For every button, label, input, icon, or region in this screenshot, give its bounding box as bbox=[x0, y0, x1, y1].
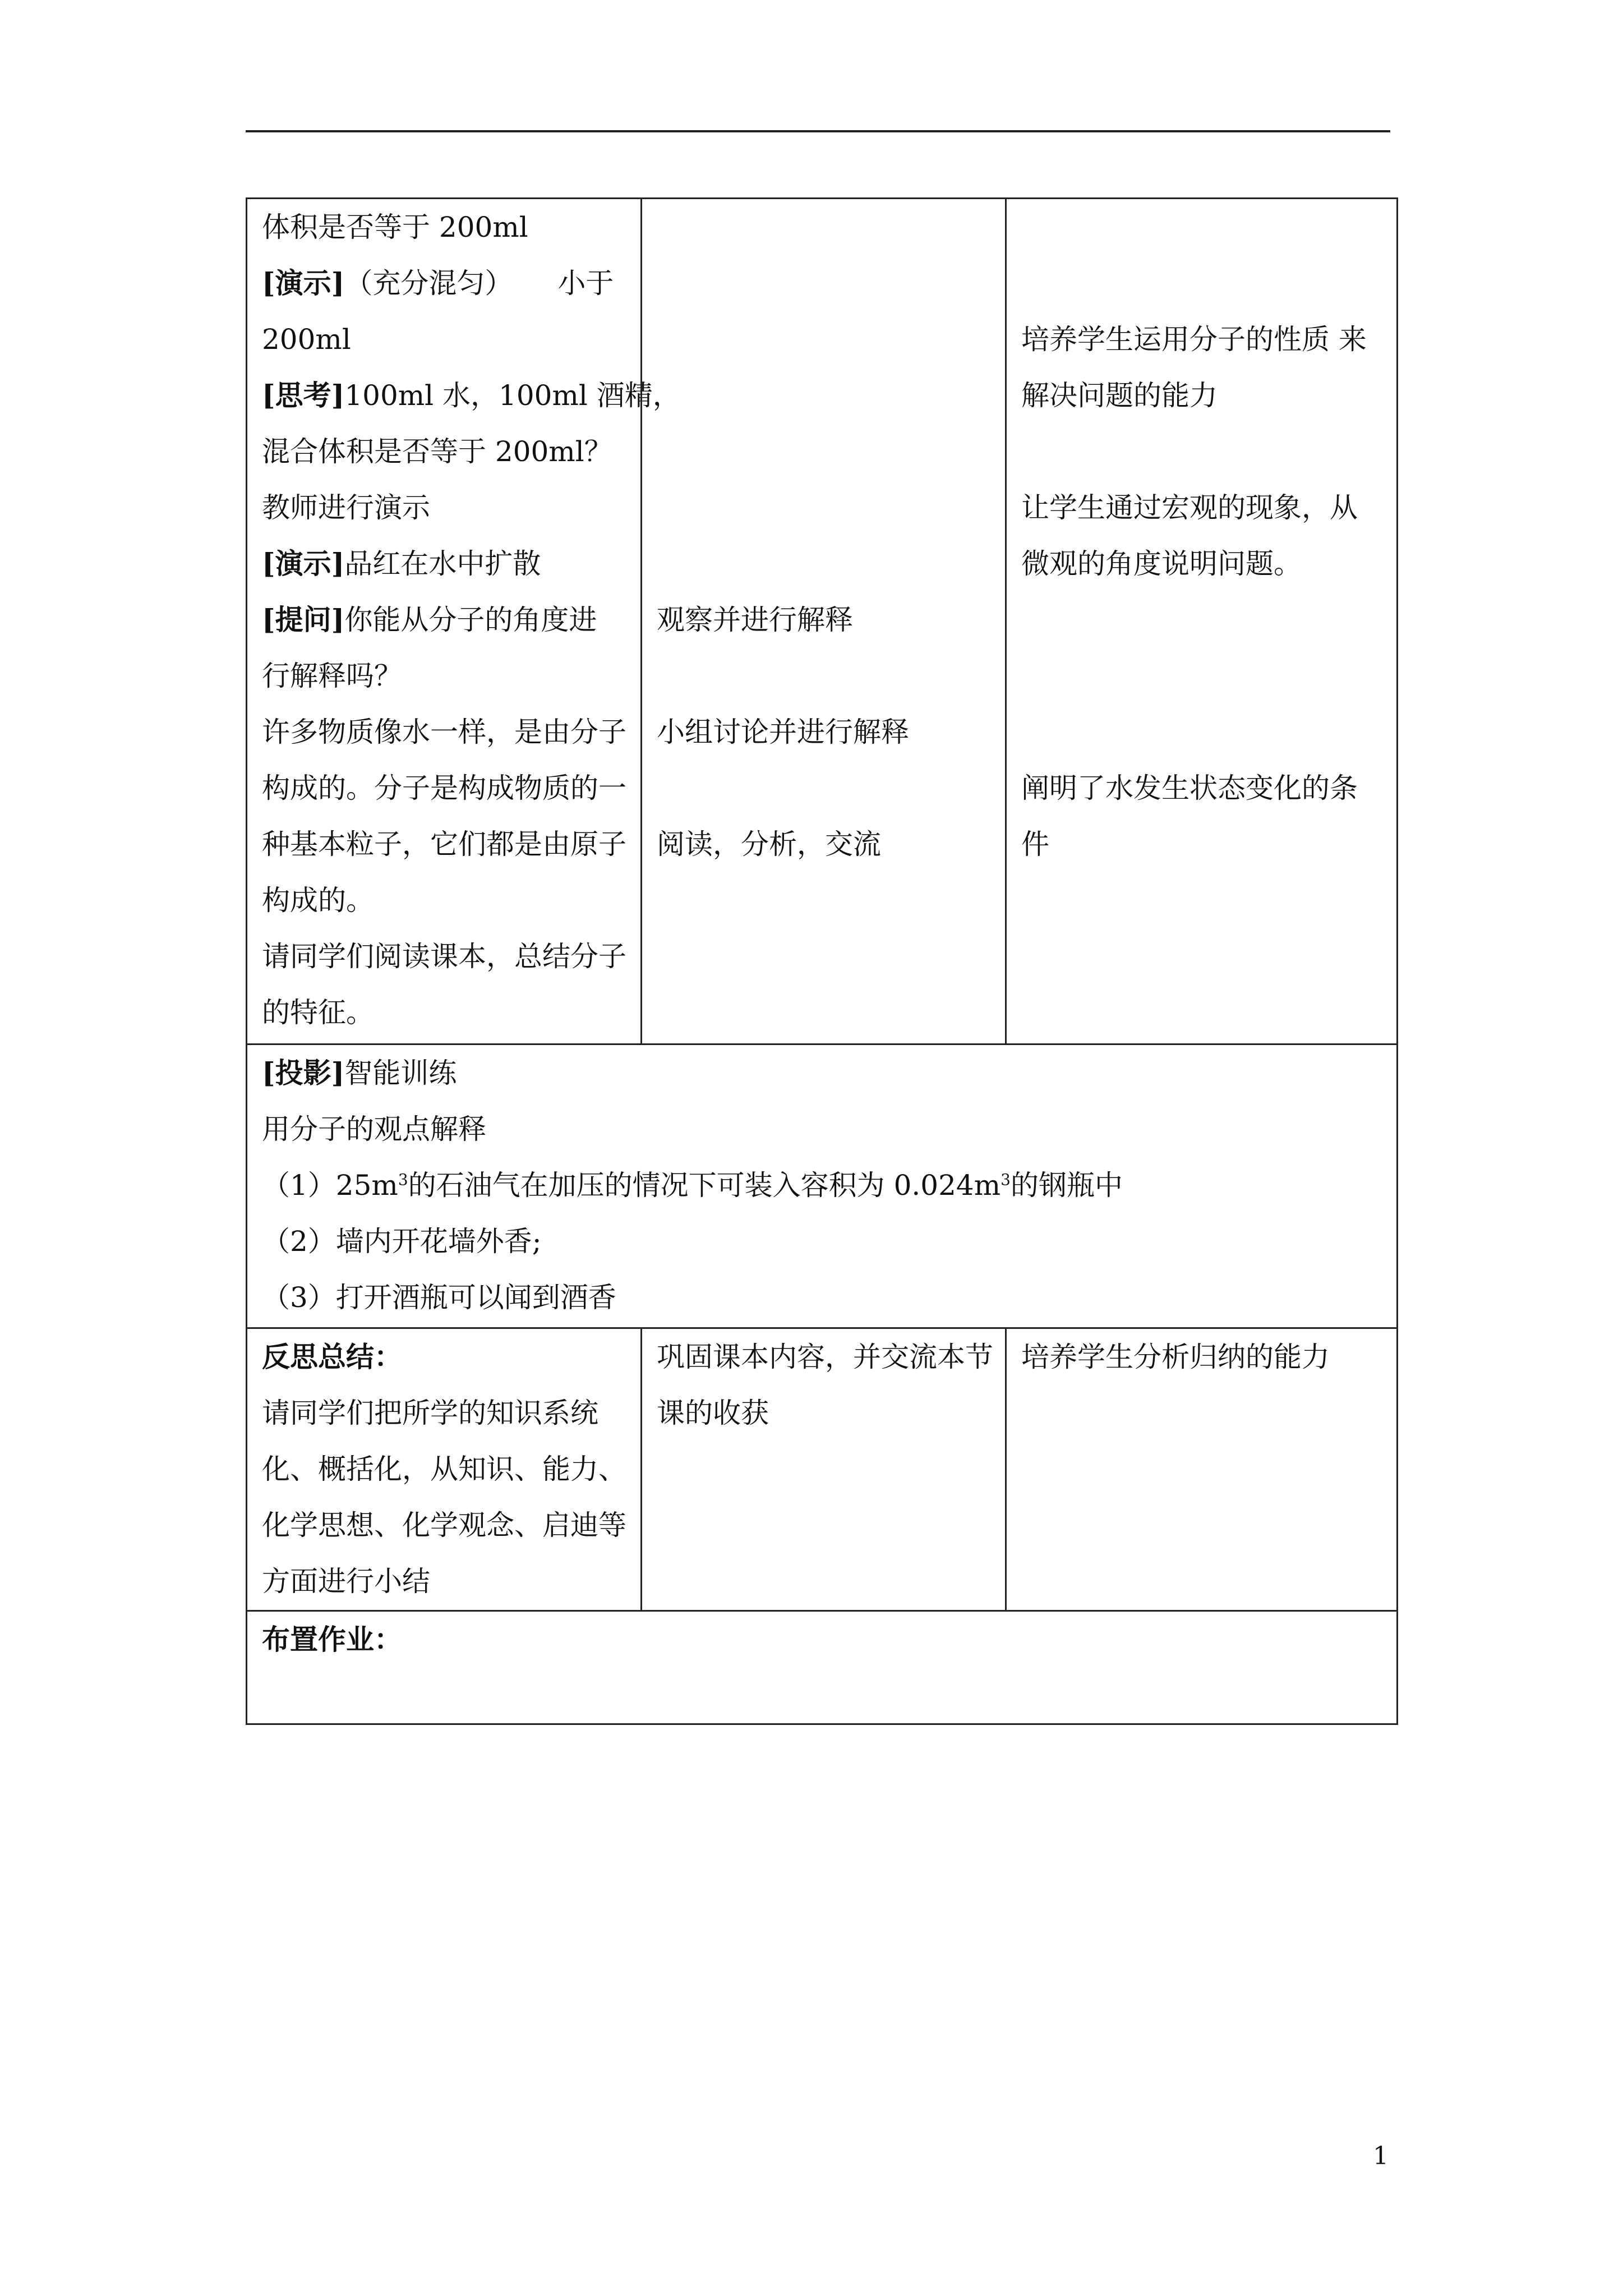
text-line: 混合体积是否等于 200ml？ bbox=[262, 435, 612, 468]
text-line: 巩固课本内容，并交流本节 bbox=[657, 1341, 993, 1373]
text-line: 体积是否等于 200ml bbox=[262, 211, 528, 243]
demo-text: （充分混匀） bbox=[344, 267, 513, 300]
page-number: 1 bbox=[1373, 2142, 1389, 2170]
exercise-item-1 bbox=[262, 1157, 1382, 1213]
superscript: 3 bbox=[1000, 1170, 1011, 1189]
reflection-title: 反思总结： bbox=[262, 1340, 402, 1373]
superscript: 3 bbox=[398, 1170, 408, 1189]
table-row bbox=[247, 1045, 1398, 1328]
exercise-text: 的钢瓶中 bbox=[1010, 1169, 1123, 1202]
demo-tag: [演示] bbox=[262, 547, 345, 580]
text-line bbox=[262, 592, 626, 648]
text-line: 用分子的观点解释 bbox=[262, 1113, 486, 1145]
text-line: 阐明了水发生状态变化的条 bbox=[1021, 772, 1358, 804]
text-line: 观察并进行解释 bbox=[657, 604, 853, 636]
lesson-plan-table bbox=[246, 197, 1398, 1725]
text-line: 种基本粒子，它们都是由原子 bbox=[262, 828, 626, 861]
text-line: 培养学生运用分子的性质 来 bbox=[1021, 323, 1367, 356]
text-line: 让学生通过宏观的现象，从 bbox=[1021, 491, 1358, 524]
table-row bbox=[247, 199, 1398, 1045]
demo-tag: [演示] bbox=[262, 266, 345, 300]
design-intent-cell bbox=[1006, 1328, 1398, 1611]
text-line: 培养学生分析归纳的能力 bbox=[1021, 1341, 1330, 1373]
header-rule bbox=[246, 130, 1390, 132]
text-line: 教师进行演示 bbox=[262, 491, 430, 524]
text-line bbox=[262, 536, 626, 592]
student-activity-cell bbox=[642, 199, 1006, 1045]
table-row bbox=[247, 1328, 1398, 1611]
homework-cell bbox=[247, 1611, 1398, 1724]
text-line: 化、概括化，从知识、能力、 bbox=[262, 1453, 626, 1485]
exercise-item-3: （3）打开酒瓶可以闻到酒香 bbox=[262, 1281, 616, 1314]
think-tag: [思考] bbox=[262, 379, 345, 412]
projection-title: 智能训练 bbox=[344, 1057, 457, 1089]
projection-cell bbox=[247, 1045, 1398, 1328]
text-line: 请同学们阅读课本，总结分子 bbox=[262, 940, 626, 973]
homework-title: 布置作业： bbox=[262, 1623, 402, 1656]
text-line: 构成的。分子是构成物质的一 bbox=[262, 772, 626, 804]
text-line bbox=[262, 1045, 1382, 1101]
text-line: 200ml bbox=[262, 323, 351, 356]
text-line bbox=[262, 367, 681, 424]
text-line: 微观的角度说明问题。 bbox=[1021, 547, 1302, 580]
exercise-text: （1）25m bbox=[262, 1169, 398, 1202]
text-line: 件 bbox=[1021, 828, 1049, 861]
text-line: 构成的。 bbox=[262, 884, 374, 917]
text-line: 课的收获 bbox=[657, 1397, 769, 1429]
exercise-text: 的石油气在加压的情况下可装入容积为 0.024m bbox=[408, 1169, 1001, 1202]
exercise-item-2: （2）墙内开花墙外香; bbox=[262, 1225, 542, 1258]
text-line: 许多物质像水一样，是由分子 bbox=[262, 716, 626, 748]
demo-tail: 小于 bbox=[557, 267, 614, 300]
question-text: 你能从分子的角度进 bbox=[344, 604, 597, 636]
text-line: 的特征。 bbox=[262, 996, 374, 1029]
student-activity-cell bbox=[642, 1328, 1006, 1611]
reflection-cell bbox=[247, 1328, 642, 1611]
table-row bbox=[247, 1611, 1398, 1724]
text-line bbox=[262, 255, 626, 311]
design-intent-cell bbox=[1006, 199, 1398, 1045]
teacher-activity-cell bbox=[247, 199, 681, 1045]
text-line: 方面进行小结 bbox=[262, 1565, 430, 1598]
text-line: 小组讨论并进行解释 bbox=[657, 716, 909, 748]
question-tag: [提问] bbox=[262, 603, 345, 636]
demo-text: 品红在水中扩散 bbox=[344, 547, 541, 580]
projection-tag: [投影] bbox=[262, 1056, 345, 1089]
text-line: 阅读，分析，交流 bbox=[657, 828, 881, 861]
text-line: 解决问题的能力 bbox=[1021, 379, 1218, 412]
text-line: 请同学们把所学的知识系统 bbox=[262, 1397, 598, 1429]
text-line: 化学思想、化学观念、启迪等 bbox=[262, 1509, 626, 1542]
think-text: 100ml 水，100ml 酒精， bbox=[344, 379, 681, 412]
text-line: 行解释吗？ bbox=[262, 660, 402, 692]
